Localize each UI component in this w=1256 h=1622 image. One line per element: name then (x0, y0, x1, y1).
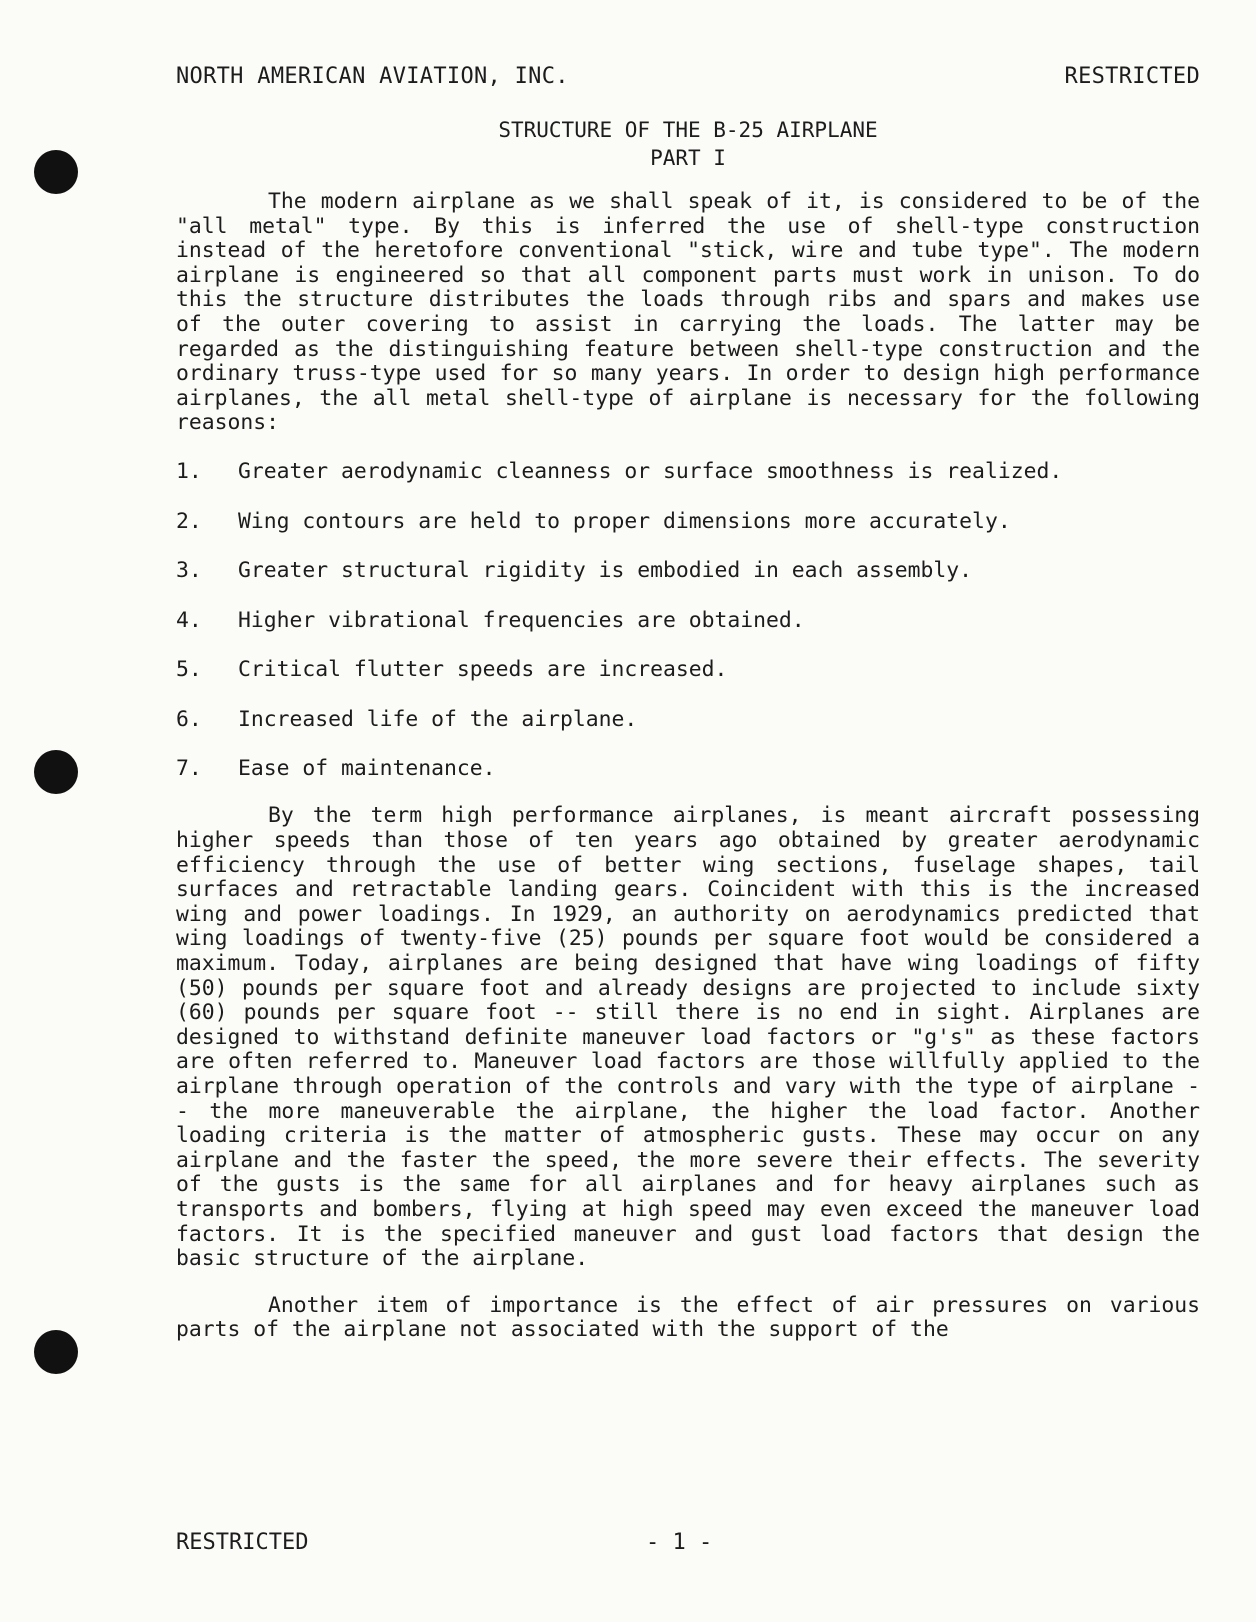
company-name: NORTH AMERICAN AVIATION, INC. (176, 64, 569, 89)
classification-footer: RESTRICTED (176, 1530, 309, 1555)
list-item (176, 497, 1200, 547)
reasons-list (176, 448, 1200, 795)
list-number: 5. (176, 657, 202, 683)
document-title (176, 116, 1200, 172)
air-pressure-paragraph: Another item of importance is the effect of air pressures on various parts of the airplane not associated with the support of the (176, 1292, 1200, 1343)
list-item (176, 695, 1200, 745)
list-item (176, 448, 1200, 498)
list-text: Higher vibrational frequencies are obtained. (238, 607, 805, 633)
intro-paragraph: The modern airplane as we shall speak of it, is considered to be of the "all metal" type. By this is inferred the use of shell-type construction instead of the heretofore conventional "stick, wire and tube type". The modern airplane is engineered so that all component parts must work in unison. To do this the structure distributes the loads through ribs and spars and makes use of the outer covering to assist in carrying the loads. The latter may be regarded as the distinguishing feature between shell-type construction and the ordinary truss-type used for so many years. In order to design high performance airplanes, the all metal shell-type of airplane is necessary for the following reasons: (176, 189, 1200, 436)
list-number: 7. (176, 756, 202, 782)
page-number: - 1 - (646, 1530, 713, 1555)
list-number: 3. (176, 558, 202, 584)
list-text: Ease of maintenance. (238, 756, 496, 782)
list-item (176, 745, 1200, 795)
list-text: Wing contours are held to proper dimensions more accurately. (238, 508, 1011, 534)
list-number: 2. (176, 508, 202, 534)
list-text: Critical flutter speeds are increased. (238, 657, 728, 683)
list-number: 1. (176, 459, 202, 485)
punch-hole (34, 750, 78, 794)
classification-header: RESTRICTED (1064, 64, 1200, 89)
part-label: PART I (650, 146, 726, 170)
title-line: STRUCTURE OF THE B-25 AIRPLANE (498, 118, 878, 142)
list-number: 6. (176, 706, 202, 732)
list-number: 4. (176, 607, 202, 633)
list-item (176, 596, 1200, 646)
punch-hole (34, 1330, 78, 1374)
list-text: Increased life of the airplane. (238, 706, 638, 732)
list-item (176, 646, 1200, 696)
list-item (176, 547, 1200, 597)
punch-hole (34, 150, 78, 194)
high-performance-paragraph: By the term high performance airplanes, is meant aircraft possessing higher speeds than those of ten years ago obtained by greater aerodynamic efficiency through the use of better wing sections, fuselage shapes, tail surfaces and retractable landing gears. Coincident with this is the increased wing and power loadings. In 1929, an authority on aerodynamics predicted that wing loadings of twenty-five (25) pounds per square foot would be considered a maximum. Today, airplanes are being designed that have wing loadings of fifty (50) pounds per square foot and already designs are projected to include sixty (60) pounds per square foot -- still there is no end in sight. Airplanes are designed to withstand definite maneuver load factors or "g's" as these factors are often referred to. Maneuver load factors are those willfully applied to the airplane through operation of the controls and vary with the type of airplane -- the more maneuverable the airplane, the higher the load factor. Another loading criteria is the matter of atmospheric gusts. These may occur on any airplane and the faster the speed, the more severe their effects. The severity of the gusts is the same for all airplanes and for heavy airplanes such as transports and bombers, flying at high speed may even exceed the maneuver load factors. It is the specified maneuver and gust load factors that design the basic structure of the airplane. (176, 803, 1200, 1272)
list-text: Greater aerodynamic cleanness or surface smoothness is realized. (238, 459, 1063, 485)
list-text: Greater structural rigidity is embodied in each assembly. (238, 558, 973, 584)
document-body (176, 190, 1200, 1343)
